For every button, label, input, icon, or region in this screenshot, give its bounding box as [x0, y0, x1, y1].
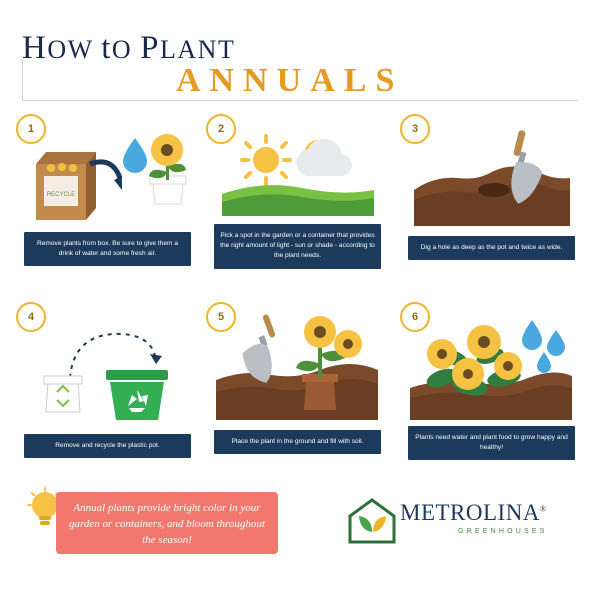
step-3-caption: Dig a hole as deep as the pot and twice as wide. [408, 236, 575, 260]
step-3-illustration [408, 120, 575, 232]
recycling-bin-icon [106, 370, 168, 420]
cardboard-box-icon [36, 152, 96, 220]
step-number-badge: 6 [400, 302, 430, 332]
logo-subtitle: GREENHOUSES [458, 528, 548, 535]
step-2-illustration [214, 120, 381, 232]
step-6-caption: Plants need water and plant food to grow happy and healthy! [408, 426, 575, 460]
lawn-icon [222, 185, 374, 216]
step-number-badge: 4 [16, 302, 46, 332]
step-number-badge: 5 [206, 302, 236, 332]
step-2-caption: Pick a spot in the garden or a container that provides the right amount of light - sun or shade - according to the plant needs. [214, 224, 381, 269]
potted-flower-icon [149, 134, 186, 204]
page-title: HOW tO PLANT [22, 30, 236, 66]
step-5-illustration [214, 308, 381, 420]
header-divider [22, 100, 578, 101]
page-header [0, 14, 600, 100]
step-1-caption: Remove plants from box. Be sure to give them a drink of water and some fresh air. [24, 232, 191, 266]
step-4-caption: Remove and recycle the plastic pot. [24, 434, 191, 458]
step-number-badge: 3 [400, 114, 430, 144]
step-number-badge: 1 [16, 114, 46, 144]
footer-note: Annual plants provide bright color in your garden or containers, and bloom throughout the season! [56, 492, 278, 554]
step-5-caption: Place the plant in the ground and fill with soil. [214, 430, 381, 454]
step-4-illustration [24, 308, 191, 420]
hole-icon [478, 183, 510, 197]
page-subtitle: ANNUALS [176, 62, 404, 99]
step-1-illustration [24, 120, 191, 232]
water-drops-icon [522, 320, 565, 373]
cloud-icon [297, 139, 352, 176]
step-number-badge: 2 [206, 114, 236, 144]
water-drop-icon [123, 138, 147, 173]
soil-icon [216, 364, 378, 420]
logo-wordmark-text: METROLINA [400, 500, 540, 525]
step-6-illustration [408, 308, 575, 420]
metrolina-logo[interactable] [348, 498, 560, 548]
metrolina-leaf-house-icon [348, 498, 396, 544]
logo-trademark: ® [539, 504, 547, 514]
sun-icon [240, 134, 292, 186]
logo-wordmark [400, 500, 547, 526]
plastic-pot-icon [44, 376, 82, 412]
svg-text:RECYCLE: RECYCLE [46, 192, 76, 198]
